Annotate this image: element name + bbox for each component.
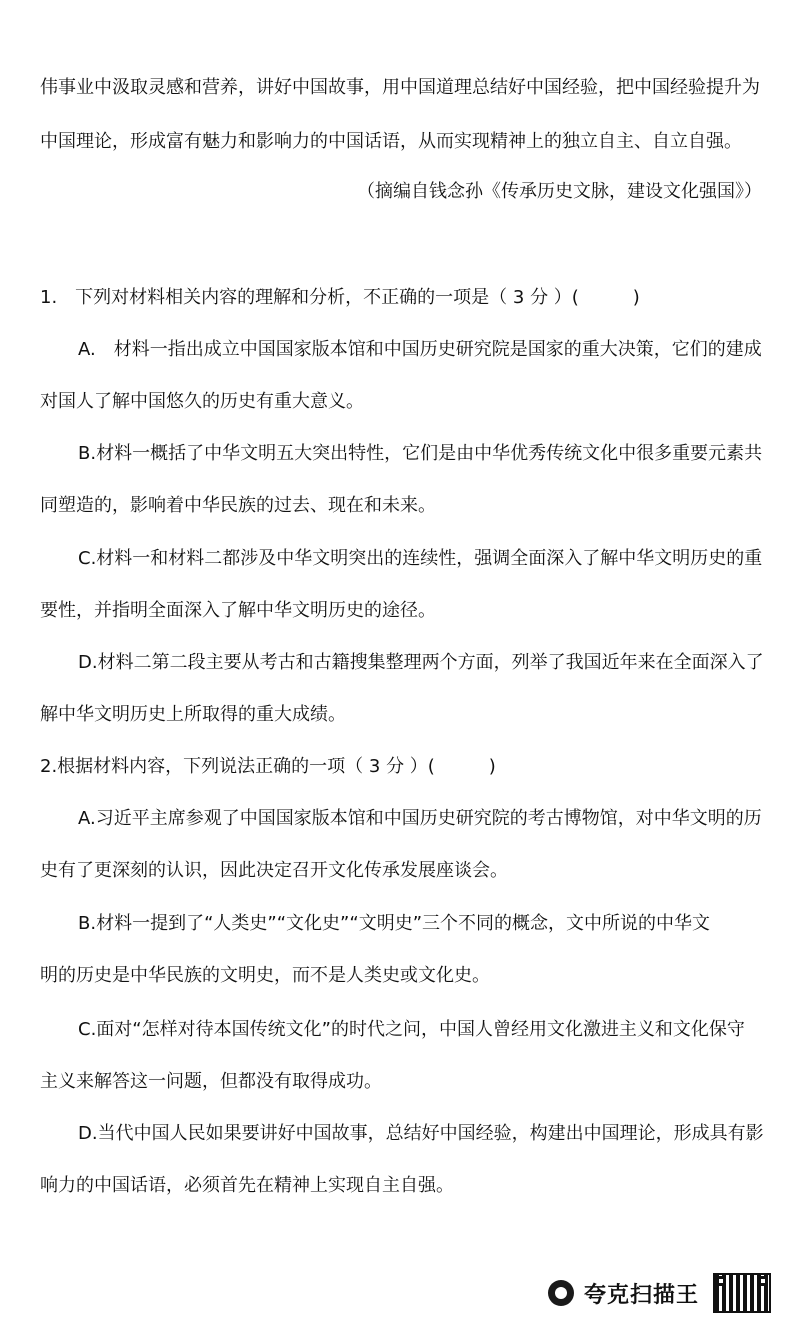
quark-logo-icon (548, 1280, 574, 1306)
q2-option-c-line-2: 主义来解答这一问题，但都没有取得成功。 (40, 1071, 382, 1092)
q1-option-c-line-1: C.材料一和材料二都涉及中华文明突出的连续性，强调全面深入了解中华文明历史的重 (78, 548, 763, 569)
q1-option-a-line-1: A. 材料一指出成立中国国家版本馆和中国历史研究院是国家的重大决策，它们的建成 (78, 339, 762, 360)
q2-option-a-line-1: A.习近平主席参观了中国国家版本馆和中国历史研究院的考古博物馆，对中华文明的历 (78, 808, 762, 829)
passage-line-1: 伟事业中汲取灵感和营养，讲好中国故事，用中国道理总结好中国经验，把中国经验提升为 (40, 77, 760, 98)
q2-option-b-line-1: B.材料一提到了“人类史”“文化史”“文明史”三个不同的概念，文中所说的中华文 (78, 913, 711, 934)
q1-option-b-line-1: B.材料一概括了中华文明五大突出特性，它们是由中华优秀传统文化中很多重要元素共 (78, 443, 763, 464)
q1-option-d-line-2: 解中华文明历史上所取得的重大成绩。 (40, 704, 346, 725)
q2-option-a-line-2: 史有了更深刻的认识，因此决定召开文化传承发展座谈会。 (40, 860, 508, 881)
q1-option-b-line-2: 同塑造的，影响着中华民族的过去、现在和未来。 (40, 495, 436, 516)
q1-option-a-line-2: 对国人了解中国悠久的历史有重大意义。 (40, 391, 364, 412)
question-1-stem: 1. 下列对材料相关内容的理解和分析，不正确的一项是（ 3 分 ）( ) (40, 287, 640, 308)
q2-option-b-line-2: 明的历史是中华民族的文明史，而不是人类史或文化史。 (40, 965, 490, 986)
q2-option-d-line-2: 响力的中国话语，必须首先在精神上实现自主自强。 (40, 1175, 454, 1196)
scanner-watermark (548, 1273, 788, 1313)
q1-option-d-line-1: D.材料二第二段主要从考古和古籍搜集整理两个方面，列举了我国近年来在全面深入了 (78, 652, 764, 673)
brand-name: 夸克扫描王 (584, 1282, 700, 1308)
q2-option-c-line-1: C.面对“怎样对待本国传统文化”的时代之问，中国人曾经用文化激进主义和文化保守 (78, 1019, 745, 1040)
qr-code-icon (713, 1273, 771, 1313)
question-2-stem: 2.根据材料内容，下列说法正确的一项（ 3 分 ）( ) (40, 756, 496, 777)
q2-option-d-line-1: D.当代中国人民如果要讲好中国故事，总结好中国经验，构建出中国理论，形成具有影 (78, 1123, 764, 1144)
q1-option-c-line-2: 要性，并指明全面深入了解中华文明历史的途径。 (40, 600, 436, 621)
passage-line-2: 中国理论，形成富有魅力和影响力的中国话语，从而实现精神上的独立自主、自立自强。 (40, 131, 742, 152)
passage-source: （摘编自钱念孙《传承历史文脉，建设文化强国》） (357, 181, 762, 202)
